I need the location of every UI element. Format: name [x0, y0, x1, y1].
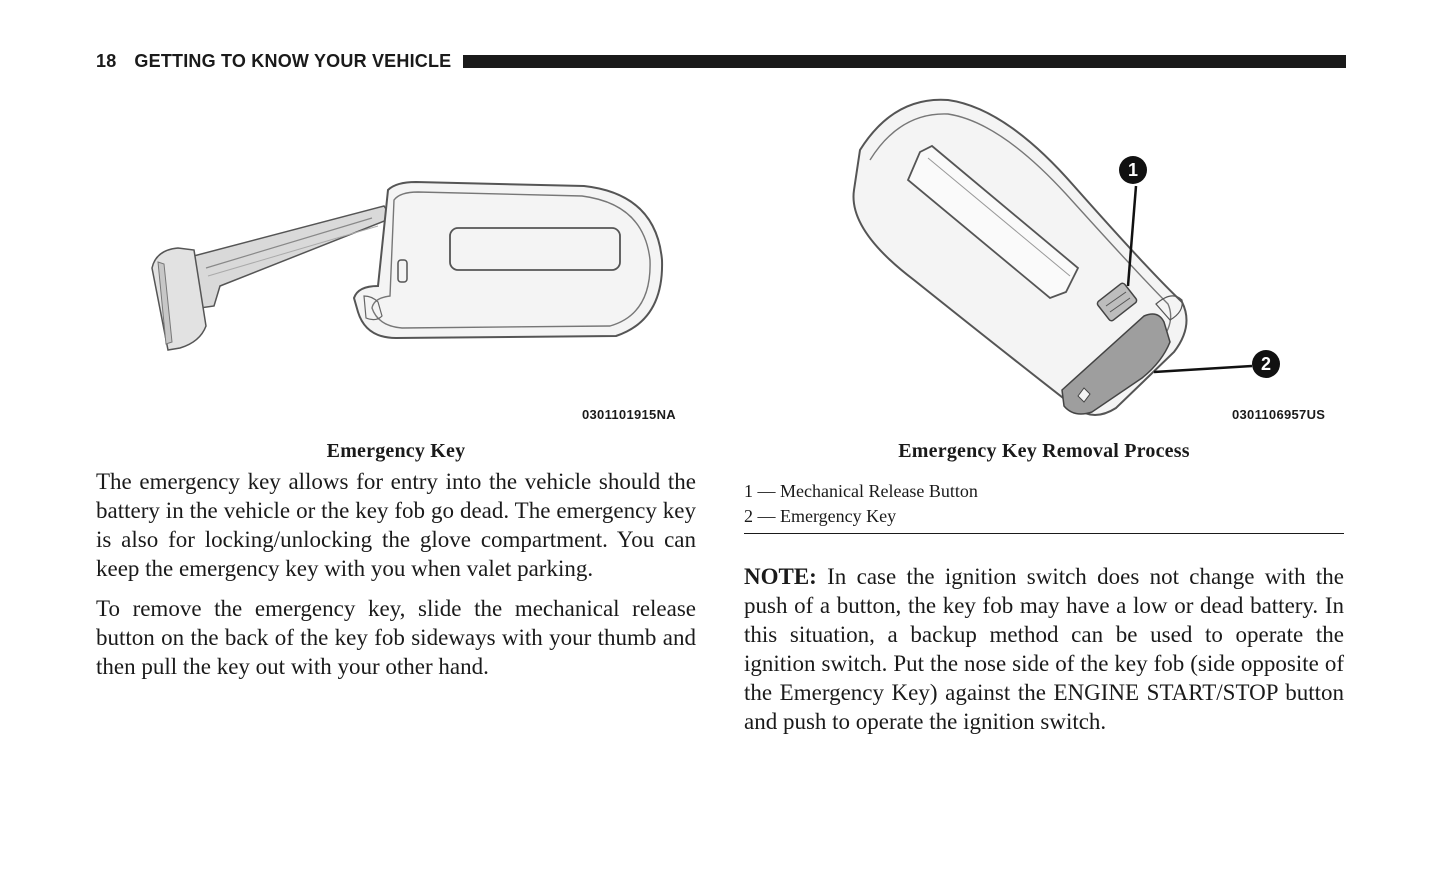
note-text: In case the ignition switch does not change with the push of a button, the key fob may have a low or dead battery. In this situation, a backup method can be used to operate the ignition switch. Put the nose side of the key fob (side opposite of the Emergency Key) against the ENGINE START/STOP button and push to operate the ignition switch. — [744, 564, 1344, 734]
section-title: GETTING TO KNOW YOUR VEHICLE — [134, 50, 452, 71]
figure-caption: Emergency Key Removal Process — [898, 440, 1190, 462]
figure-caption: Emergency Key — [326, 440, 466, 462]
legend-item: 2 — Emergency Key — [744, 506, 897, 526]
note-paragraph — [744, 562, 1344, 736]
figure-code: 0301106957US — [1232, 407, 1326, 422]
paragraph: To remove the emergency key, slide the mechanical release button on the back of the key fob sideways with your thumb and then pull the key out with your other hand. — [96, 596, 696, 679]
callout-1: 1 — [1127, 160, 1139, 180]
right-column — [744, 90, 1344, 736]
key-removal-figure — [744, 90, 1344, 430]
figure-code: 0301101915NA — [582, 407, 676, 422]
header-rule — [463, 55, 1346, 68]
page-number: 18 — [96, 50, 117, 71]
key-removal-illustration — [744, 90, 1344, 430]
legend-item: 1 — Mechanical Release Button — [744, 481, 978, 501]
left-column — [96, 90, 696, 681]
figure-legend — [744, 479, 1344, 534]
body-text — [96, 467, 696, 681]
emergency-key-illustration — [96, 90, 696, 430]
page-header — [96, 50, 1346, 72]
callout-2: 2 — [1260, 354, 1272, 374]
emergency-key-figure — [96, 90, 696, 430]
note-label: NOTE: — [744, 564, 817, 589]
paragraph: The emergency key allows for entry into the vehicle should the battery in the vehicle or the key fob go dead. The emergency key is also for locking/unlocking the glove compartment. You can keep the emergency key with you when valet parking. — [96, 469, 696, 581]
